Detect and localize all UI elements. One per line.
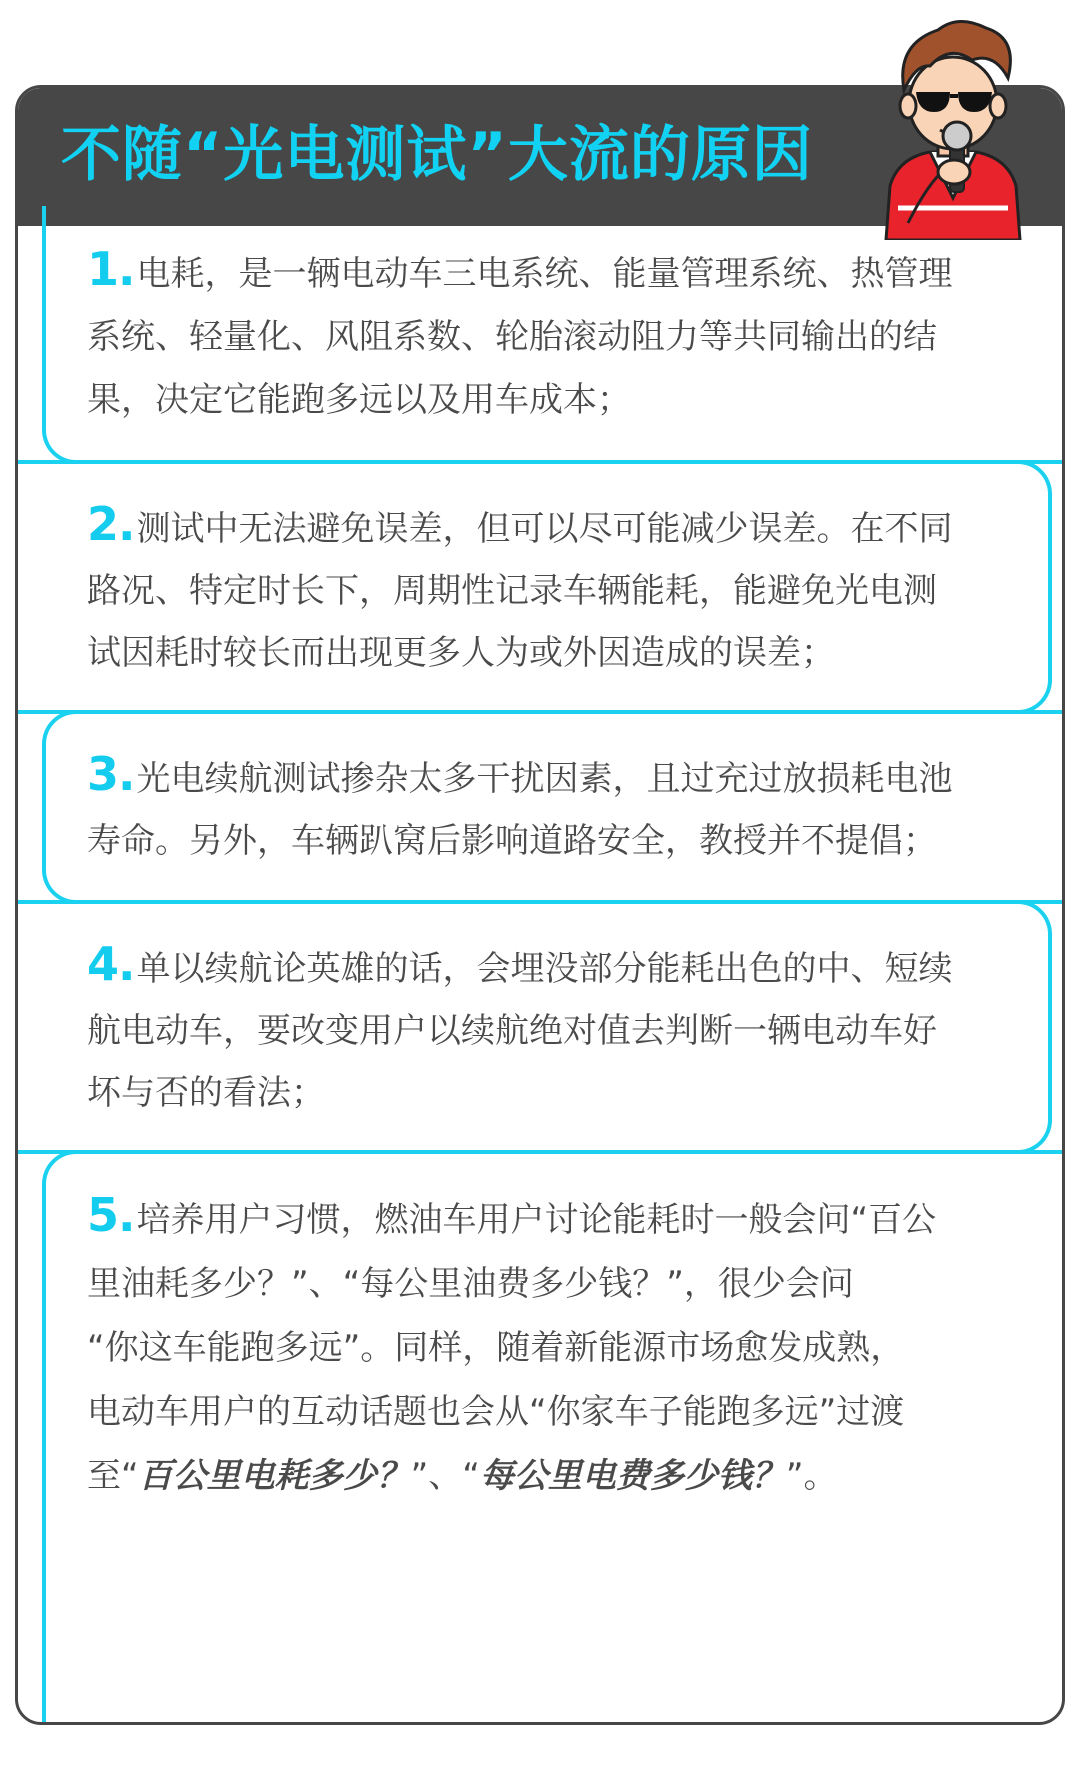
page-title: 不随“光电测试”大流的原因: [61, 120, 813, 190]
item-5-emphasis-1: 百公里电耗多少？: [138, 1456, 411, 1496]
item-3-number: 3.: [87, 747, 135, 801]
item-1-number: 1.: [87, 242, 135, 296]
item-2-number: 2.: [87, 497, 135, 551]
item-3-text: 3.光电续航测试掺杂太多干扰因素，且过充过放损耗电池 寿命。另外，车辆趴窝后影响道路安全，教授并不提倡；: [87, 747, 953, 861]
item-1-text: 1.电耗，是一辆电动车三电系统、能量管理系统、热管理 系统、轻量化、风阻系数、轮胎滚动阻力等共同输出的结 果，决定它能跑多远以及用车成本；: [87, 242, 953, 420]
item-5-emphasis-2: 每公里电费多少钱？: [479, 1456, 786, 1496]
content-card: [15, 85, 1065, 1725]
item-2-text: 2.测试中无法避免误差，但可以尽可能减少误差。在不同 路况、特定时长下，周期性记录车辆能耗，能避免光电测 试因耗时较长而出现更多人为或外因造成的误差；: [87, 497, 953, 673]
item-5-number: 5.: [87, 1188, 135, 1242]
item-4-number: 4.: [87, 937, 135, 991]
item-4-text: 4.单以续航论英雄的话，会埋没部分能耗出色的中、短续 航电动车，要改变用户以续航绝对值去判断一辆电动车好 坏与否的看法；: [87, 937, 953, 1113]
cartoon-host-with-microphone-icon: [868, 8, 1038, 240]
item-5-text: 5.培养用户习惯，燃油车用户讨论能耗时一般会问“百公 里油耗多少？”、“每公里油费多少钱？”，很少会问 “你这车能跑多远”。同样，随着新能源市场愈发成熟， 电动车用户的互动话题也会从“你家车子能跑多远”过渡 至“百公里电耗多少？”、“每公里电费多少钱？”。: [87, 1188, 937, 1496]
